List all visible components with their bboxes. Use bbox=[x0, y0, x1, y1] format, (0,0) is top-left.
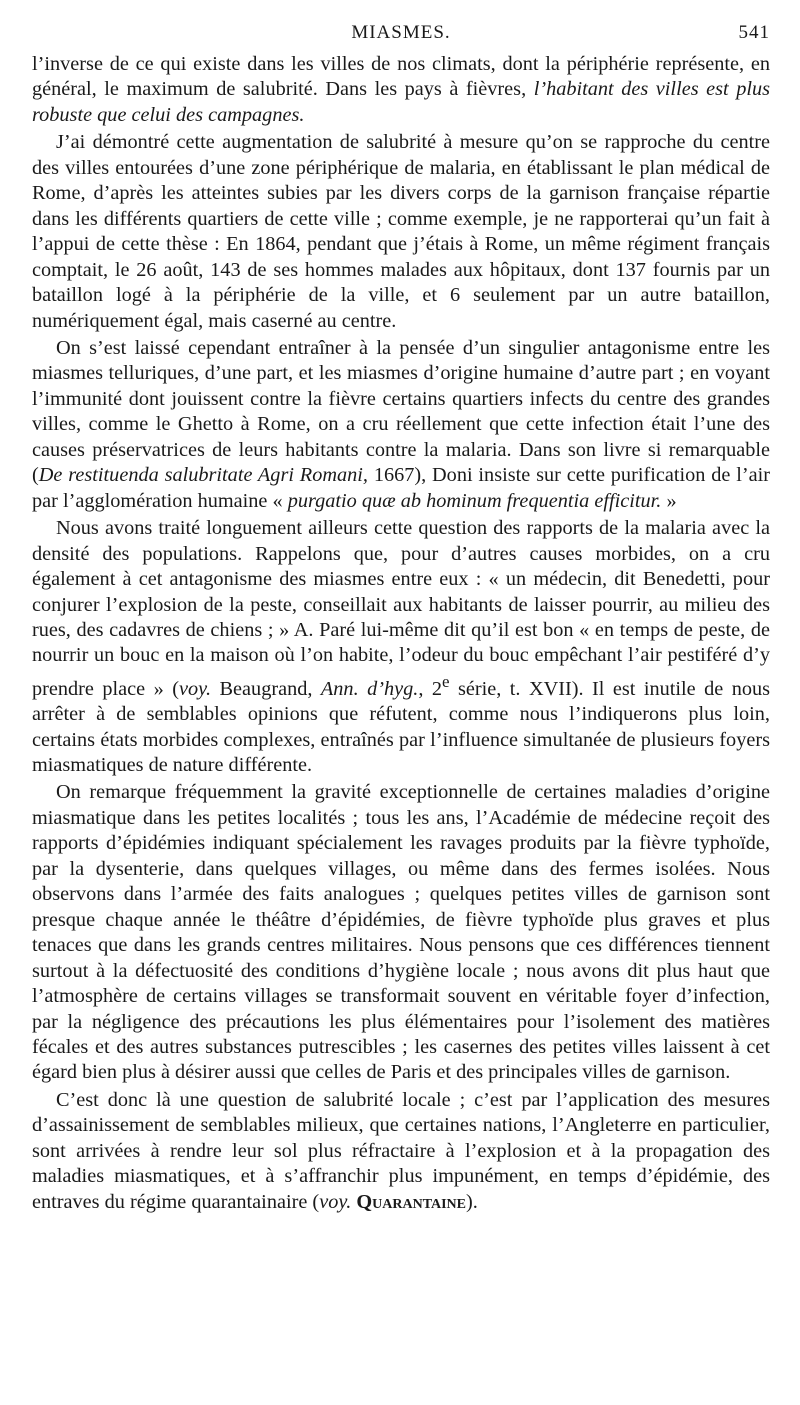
text-segment: J’ai démontré cette augmentation de salubrité à mesure qu’on se rapproche du centre des villes entourées d’une zone périphérique de malaria, en établissant le plan médical de Rome, d’après les atteintes subies par les divers corps de la garnison française répartie dans les différents quartiers de cette ville ; comme exemple, je ne rapporterai qu’un fait à l’appui de cette thèse : En 1864, pendant que j’étais à Rome, un même régiment français comptait, le 26 août, 143 de ses hommes malades aux hôpitaux, dont 137 fournis par un bataillon logé à la périphérie de la ville, et 6 seulement par un autre bataillon, numériquement égal, mais caserné au centre. bbox=[32, 131, 770, 332]
text-segment: ). bbox=[466, 1190, 478, 1213]
text-segment: série, t. XVII). Il est inutile de nous arrêter à de semblables opinions que réfutent, comme nous l’indiquerons plus loin, certains états morbides complexes, entraînés par l’influence simultanée de plusieurs foyers miasmatiques de nature différente. bbox=[32, 677, 771, 776]
text-segment: l’inverse de ce qui existe dans les villes de nos climats, dont la périphérie représente, en général, le maximum de salubrité. Dans les pays à fièvres, bbox=[32, 53, 770, 101]
running-title: MIASMES. bbox=[351, 22, 451, 43]
italic-text: voy. bbox=[178, 677, 212, 700]
text-segment: » bbox=[661, 489, 677, 512]
body-text bbox=[32, 52, 770, 1215]
text-segment: On remarque fréquemment la gravité exceptionnelle de certaines maladies d’origine miasmatique dans les petites localités ; tous les ans, l’Académie de médecine reçoit des rapports d’épidémies indiquant spécialement les ravages produits par la fièvre typhoïde, par la dysenterie, dans quelques villages, ou même dans des fermes isolées. Nous observons dans l’armée des faits analogues ; quelques petites villes de garnison sont presque chaque année le théâtre d’épidémies, de fièvre typhoïde plus graves et plus tenaces que dans les grands centres militaires. Nous pensons que ces différences tiennent surtout à la défectuosité des conditions d’hygiène locale ; nous avons dit plus haut que l’atmosphère de certains villages se transformait souvent en véritable foyer d’infection, par la négligence des précautions les plus élémentaires pour l’isolement des matières fécales et des autres substances putrescibles ; les casernes des petites villes laissent à cet égard bien plus à désirer aussi que celles de Paris et des principales villes de garnison. bbox=[32, 781, 770, 1084]
text-segment: 1667), Doni insiste sur cette purification de l’air par l’agglomération humaine « bbox=[32, 464, 770, 512]
text-segment: Nous avons traité longuement ailleurs cette question des rapports de la malaria avec la densité des populations. Rappelons que, pour d’autres causes morbides, on a cru également à cet antagonisme des miasmes entre eux : « un médecin, dit Benedetti, pour conjurer l’explosion de la peste, conseillait aux habitants de laisser pourrir, au milieu des rues, des cadavres de chiens ; » A. Paré lui-même dit qu’il est bon « en temps de peste, de nourrir un bouc en la maison où l’on habite, l’odeur du bouc empêchant l’air pestiféré d’y prendre place » ( bbox=[32, 517, 770, 700]
paragraph bbox=[32, 336, 770, 514]
document-page bbox=[32, 22, 770, 1215]
italic-text: purgatio quæ ab hominum frequentia efficitur. bbox=[287, 489, 662, 512]
italic-text: voy. bbox=[319, 1190, 352, 1213]
text-segment: C’est donc là une question de salubrité locale ; c’est par l’application des mesures d’assainissement de semblables milieux, que certaines nations, l’Angleterre en particulier, sont arrivées à rendre leur sol plus réfractaire à l’explosion et à la propagation des maladies miasmatiques, et à s’affranchir plus impunément, en temps d’épidémie, des entraves du régime quarantainaire ( bbox=[32, 1088, 770, 1213]
paragraph bbox=[32, 1088, 770, 1215]
italic-text: Ann. d’hyg. bbox=[320, 677, 419, 700]
text-segment: , 2 bbox=[418, 677, 443, 700]
page-number: 541 bbox=[738, 22, 770, 43]
text-segment: Beaugrand, bbox=[211, 677, 321, 700]
page-header bbox=[32, 22, 770, 52]
text-segment: On s’est laissé cependant entraîner à la pensée d’un singulier antagonisme entre les miasmes telluriques, d’une part, et les miasmes d’origine humaine d’autre part ; en voyant l’immunité dont jouissent contre la fièvre certains quartiers infects du centre des grandes villes, comme le Ghetto à Rome, on a cru réellement que cette infection était l’une des causes préservatrices de leurs habitants contre la malaria. Dans son livre si remarquable ( bbox=[32, 336, 770, 487]
paragraph bbox=[32, 130, 770, 334]
superscript-text: e bbox=[442, 671, 450, 691]
smallcaps-text: Quarantaine bbox=[356, 1190, 467, 1213]
italic-text: De restituenda salubritate Agri Romani, bbox=[38, 464, 368, 487]
paragraph bbox=[32, 516, 770, 778]
paragraph bbox=[32, 780, 770, 1085]
paragraph bbox=[32, 52, 770, 128]
italic-text: l’habitant des villes est plus robuste que celui des campagnes. bbox=[32, 78, 771, 126]
